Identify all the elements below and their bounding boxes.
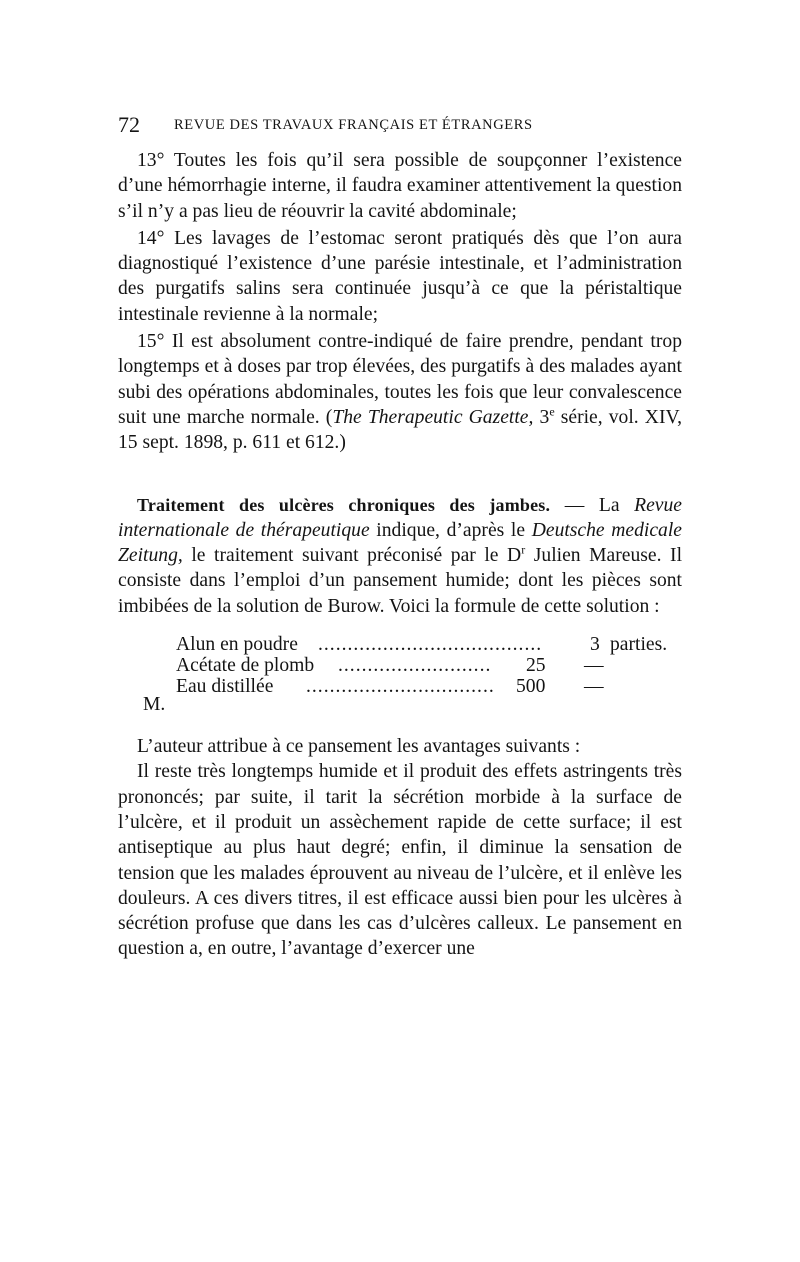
zeitung-title: Deutsche medicale Zeitung, xyxy=(118,519,682,567)
advantages-body: Il reste très longtemps humide et il produit des effets astringents très prononcés; par suite, il tarit la sécrétion morbide à la surface de l’ulcère, et il produit un assèchement rapide de cette surface; il est antiseptique au plus haut degré; enfin, il diminue la sensation de tension que les malades éprouvent au niveau de l’ulcère, et il enlève les douleurs. A ces divers titres, il est efficace aussi bien pour les ulcères à sécrétion profuse que dans les cas d’ulcères calleux. Le pansement en question a, en outre, l’avantage d’exercer une xyxy=(118,761,682,960)
formula-row xyxy=(176,634,668,656)
advantages-intro: L’auteur attribue à ce pansement les avantages suivants : xyxy=(137,736,581,758)
section-dash: — La xyxy=(550,494,635,516)
paragraph-14: 14° Les lavages de l’estomac seront pratiqués dès que l’on aura diagnostiqué l’existence d’une parésie intestinale, et l’administration des purgatifs salins sera continuée jusqu’à ce que la péristaltique intestinale revienne à la normale; xyxy=(118,227,682,325)
ingredient-quantity: 25 xyxy=(526,655,546,677)
ingredient-unit: — xyxy=(584,655,604,677)
leader-dots: .......................... xyxy=(338,655,492,677)
formula-row xyxy=(176,676,636,697)
book-page xyxy=(118,112,682,962)
formula-table xyxy=(118,634,682,716)
section-text-2: le traitement suivant préconisé par le D xyxy=(182,545,522,567)
ingredient-unit: — xyxy=(584,676,604,698)
series-superscript: e xyxy=(549,404,555,419)
reference-details: série, vol. XIV, 15 sept. 1898, p. 611 et 612.) xyxy=(118,406,682,454)
page-number: 72 xyxy=(118,112,140,137)
section-text-3: Julien Mareuse. Il consiste dans l’emploi d’un pansement humide; dont les pièces sont imbibées de la solution de Burow. Voici la formule de cette solution : xyxy=(118,545,683,617)
revue-title: Revue internationale de thérapeutique xyxy=(118,494,682,541)
running-title: REVUE DES TRAVAUX FRANÇAIS ET ÉTRANGERS xyxy=(174,117,533,133)
section-text-1: indique, d’après le xyxy=(369,519,532,541)
ingredient-name: Eau distillée xyxy=(176,676,274,698)
section-paragraph xyxy=(118,493,682,619)
ingredient-name: Alun en poudre xyxy=(176,634,298,656)
misce-abbreviation: M. xyxy=(143,694,166,716)
journal-title: The Therapeutic Gazette, xyxy=(332,406,534,428)
paragraph-15-text: 15° Il est absolument contre-indiqué de faire prendre, pendant trop longtemps et à doses par trop élevées, des purgatifs à des malades ayant subi des opérations abdominales, toutes les fois que leur convalescence suit une marche normale. ( xyxy=(118,331,682,428)
paragraph-15 xyxy=(118,329,682,455)
reference-series: 3 xyxy=(533,406,550,428)
leader-dots: ................................ xyxy=(306,676,495,698)
leader-dots: ...................................... xyxy=(318,634,543,656)
ingredient-quantity: 3 xyxy=(590,634,600,656)
running-header xyxy=(118,112,682,140)
section-title: Traitement des ulcères chroniques des jambes. xyxy=(137,494,551,515)
ingredient-quantity: 500 xyxy=(516,676,546,698)
formula-row xyxy=(176,655,636,676)
ingredient-name: Acétate de plomb xyxy=(176,655,315,677)
ingredient-unit: parties. xyxy=(610,634,668,656)
paragraph-13: 13° Toutes les fois qu’il sera possible de soupçonner l’existence d’une hémorrhagie interne, il faudra examiner attentivement la question s’il n’y a pas lieu de réouvrir la cavité abdominale; xyxy=(118,150,682,222)
doctor-superscript: r xyxy=(521,542,526,557)
